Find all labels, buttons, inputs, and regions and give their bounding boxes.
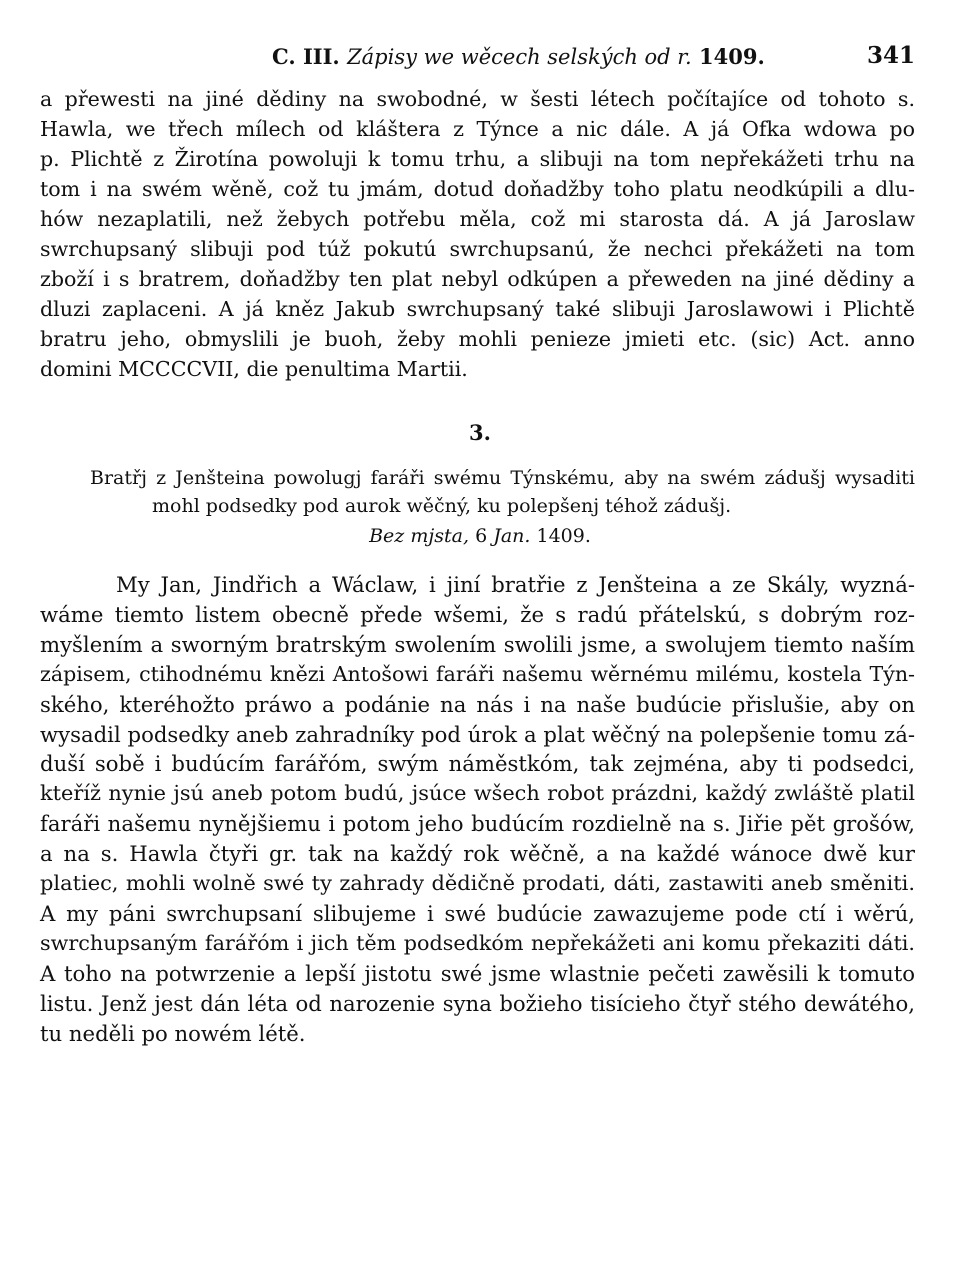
text-line: wysadil podsedky aneb zahradníky pod úrok a plat wěčný na polepšenie tomu zá- <box>40 721 915 747</box>
text-line: ského, kteréhožto práwo a podánie na nás i na naše budúcie přislušie, aby on <box>40 691 915 717</box>
text-line: domini MCCCCVII, die penultima Martii. <box>40 357 468 381</box>
running-head <box>40 40 915 74</box>
text-line: tu neděli po nowém létě. <box>40 1020 306 1046</box>
document-dateline <box>0 525 960 547</box>
page-number: 341 <box>866 42 915 69</box>
chapter-title: Zápisy we wěcech selských od r. <box>347 45 692 69</box>
text-line: zápisem, ctihodnému knězi Antošowi faráři našemu wěrnému milému, kostela Týn- <box>40 661 915 686</box>
document-text <box>40 570 915 1049</box>
text-line: platiec, mohli wolně swé ty zahrady dědičně prodati, dáti, zastawiti aneb směniti. <box>40 871 915 896</box>
text-line: faráři našemu nynějšiemu i potom jeho budúcím rozdielně na s. Jiřie pět grošów, <box>40 811 915 837</box>
text-line: myšlením a sworným bratrským swolením swolili jsme, a swolujem tiemto naším <box>40 631 915 657</box>
dateline-year: 1409. <box>536 525 591 547</box>
text-line: duší sobě i budúcím farářóm, swým náměstkóm, tak zejména, aby ti podsedci, <box>40 751 915 777</box>
chapter-year: 1409. <box>699 44 765 69</box>
text-line: listu. Jenž jest dán léta od narozenie syna božieho tisícieho čtyř stého dewátého, <box>40 990 915 1016</box>
dateline-day: 6 <box>475 525 488 547</box>
text-line: Hawla, we třech mílech od kláštera z Týnce a nic dále. A já Ofka wdowa po <box>40 117 915 141</box>
text-line: hów nezaplatili, než žebych potřebu měla, což mi starosta dá. A já Jaroslaw <box>40 207 915 231</box>
text-line: My Jan, Jindřich a Wáclaw, i jiní bratřie z Jenšteina a ze Skály, wyzná- <box>116 572 915 597</box>
text-line: a přewesti na jiné dědiny na swobodné, w šesti létech počítajíce od tohoto s. <box>40 87 915 111</box>
continued-paragraph <box>40 84 915 384</box>
text-line: swrchupsaný slibuji pod túž pokutú swrchupsanú, že nechci překážeti na tom <box>40 237 915 261</box>
summary-line: mohl podsedky pod aurok wěčný, ku polepšenj téhož zádušj. <box>152 495 732 517</box>
text-line: wáme tiemto listem obecně přede wšemi, že s radú přátelskú, s dobrým roz- <box>40 601 915 627</box>
text-line: a na s. Hawla čtyři gr. tak na každý rok wěčně, a na každé wánoce dwě kur <box>40 841 915 867</box>
text-line: A toho na potwrzenie a lepší jistotu swé jsme wlastnie pečeti zawěsili k tomuto <box>40 960 915 986</box>
text-line: p. Plichtě z Žirotína powoluji k tomu trhu, a slibuji na tom nepřekážeti trhu na <box>40 147 915 171</box>
text-line: kteříž nynie jsú aneb potom budú, jsúce wšech robot prázdni, každý zwláště platil <box>40 781 915 806</box>
text-line: zboží i s bratrem, doňadžby ten plat nebyl odkúpen a přeweden na jiné dědiny a <box>40 267 915 291</box>
text-line: swrchupsaným farářóm i jich těm podsedkóm nepřekážeti ani komu překaziti dáti. <box>40 930 915 955</box>
document-summary <box>90 464 915 520</box>
summary-line: Bratřj z Jenšteina powolugj faráři swému Týnskému, aby na swém zádušj wysaditi <box>90 467 915 489</box>
running-head-title <box>272 44 765 69</box>
document-number: 3. <box>469 420 491 445</box>
text-line: tom i na swém wěně, což tu jmám, dotud doňadžby toho platu neodkúpili a dlu- <box>40 177 915 201</box>
text-line: A my páni swrchupsaní slibujeme i swé budúcie zawazujeme pode ctí i wěrú, <box>40 900 915 926</box>
chapter-number: C. III. <box>272 44 340 69</box>
dateline-place: Bez mjsta, <box>369 525 470 547</box>
text-line: dluzi zaplaceni. A já kněz Jakub swrchupsaný také slibuji Jaroslawowi i Plichtě <box>40 297 915 321</box>
dateline-month: Jan. <box>493 525 531 547</box>
text-line: bratru jeho, obmyslili je buoh, žeby mohli penieze jmieti etc. (sic) Act. anno <box>40 327 915 351</box>
